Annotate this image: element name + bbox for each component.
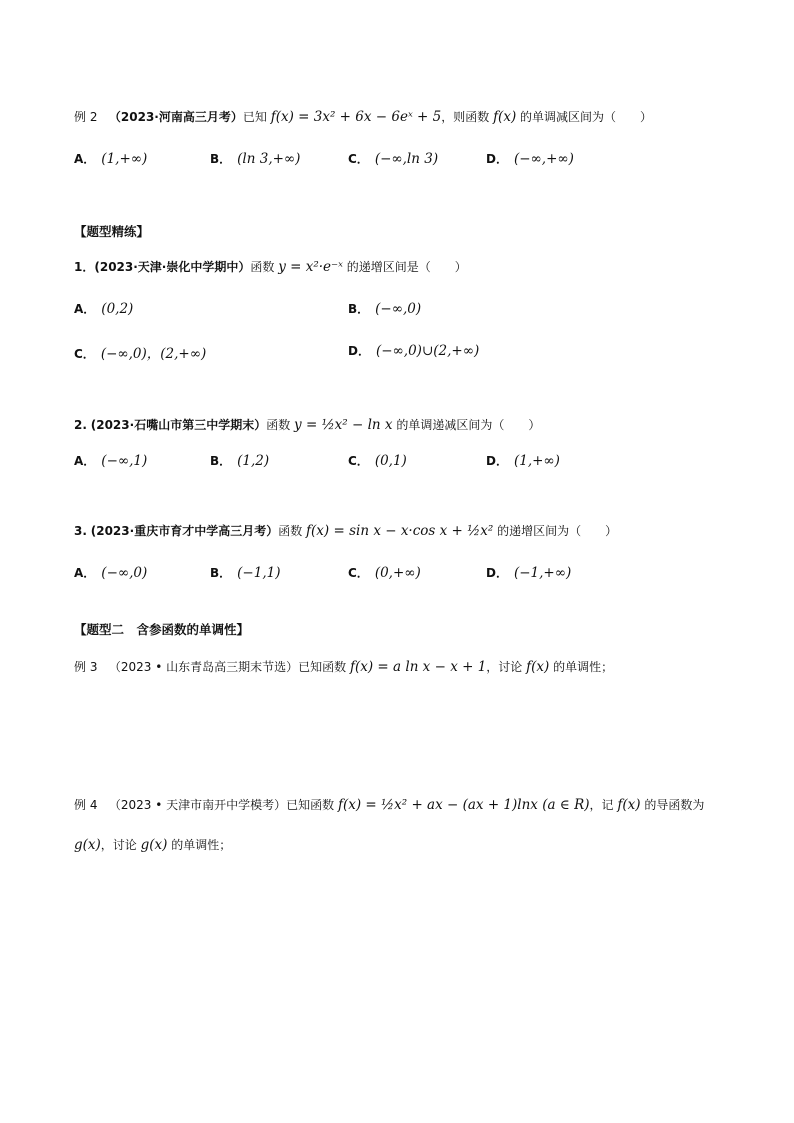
text: 已知函数: [298, 660, 347, 674]
example-label: 例 2: [74, 110, 98, 124]
text: ，则函数: [441, 110, 490, 124]
question-number: 2.: [74, 418, 87, 432]
formula: y = x²·e⁻ˣ: [278, 259, 343, 275]
question-1-stem: [74, 258, 467, 276]
formula: f(x) = ½x² + ax − (ax + 1)lnx (a ∈ R): [338, 797, 590, 813]
example-label: 例 4: [74, 798, 98, 812]
text: 的单调性；: [553, 660, 614, 674]
formula: y = ½x² − ln x: [294, 417, 393, 433]
example-2-stem: [74, 108, 652, 126]
text: 的递增区间为（ ）: [497, 524, 618, 538]
option-c: C． (0,+∞): [348, 565, 421, 581]
text: ，记: [589, 798, 614, 812]
question-source: (2023·重庆市育才中学高三月考）: [90, 524, 279, 538]
option-b: B． (−1,1): [210, 565, 281, 581]
text: 已知函数: [286, 798, 335, 812]
question-source: （2023·河南高三月考）: [108, 110, 243, 124]
text: ，讨论: [100, 838, 137, 852]
text: 的单调减区间为（ ）: [520, 110, 653, 124]
formula: f(x): [617, 797, 641, 813]
question-2-stem: [74, 416, 540, 434]
example-4-stem-line2: [74, 836, 231, 854]
option-b: B． (ln 3,+∞): [210, 151, 301, 167]
question-source: (2023·天津·崇化中学期中）: [94, 260, 251, 274]
section-title: 【题型二 含参函数的单调性】: [74, 622, 250, 637]
formula: f(x) = a ln x − x + 1: [350, 659, 487, 675]
text: 已知: [242, 110, 267, 124]
text: 函数: [278, 524, 303, 538]
option-c: C． (−∞,ln 3): [348, 151, 439, 167]
question-source: （2023 • 天津市南开中学模考）: [108, 798, 287, 812]
question-source: （2023 • 山东青岛高三期末节选）: [108, 660, 299, 674]
option-a: A． (−∞,0): [74, 565, 148, 581]
option-a: A． (−∞,1): [74, 453, 148, 469]
formula: g(x): [74, 837, 101, 853]
option-d: D． (−∞,+∞): [486, 151, 574, 167]
example-label: 例 3: [74, 660, 98, 674]
text: 的递增区间是（ ）: [346, 260, 467, 274]
option-d: D． (−∞,0)∪(2,+∞): [348, 343, 480, 359]
question-3-stem: [74, 522, 617, 540]
option-d: D． (−1,+∞): [486, 565, 572, 581]
option-a: A． (1,+∞): [74, 151, 148, 167]
example-4-stem: [74, 796, 704, 814]
example-3-stem: [74, 658, 613, 676]
option-b: B． (1,2): [210, 453, 270, 469]
option-a: A． (0,2): [74, 301, 134, 317]
option-c: C． (0,1): [348, 453, 407, 469]
formula: f(x): [493, 109, 517, 125]
formula: g(x): [140, 837, 168, 853]
text: 的单调性；: [171, 838, 232, 852]
formula: f(x): [526, 659, 550, 675]
formula: f(x) = sin x − x·cos x + ½x²: [306, 523, 494, 539]
text: 的单调递减区间为（ ）: [396, 418, 541, 432]
formula: f(x) = 3x² + 6x − 6eˣ + 5: [270, 109, 442, 125]
text: 函数: [250, 260, 275, 274]
question-number: 3.: [74, 524, 87, 538]
option-d: D． (1,+∞): [486, 453, 560, 469]
text: ，讨论: [486, 660, 523, 674]
question-source: (2023·石嘴山市第三中学期末）: [90, 418, 267, 432]
text: 函数: [266, 418, 291, 432]
option-c: C． (−∞,0)，(2,+∞): [74, 346, 207, 362]
section-title: 【题型精练】: [74, 224, 150, 239]
text: 的导函数为: [644, 798, 705, 812]
option-b: B． (−∞,0): [348, 301, 422, 317]
question-number: 1．: [74, 260, 95, 274]
